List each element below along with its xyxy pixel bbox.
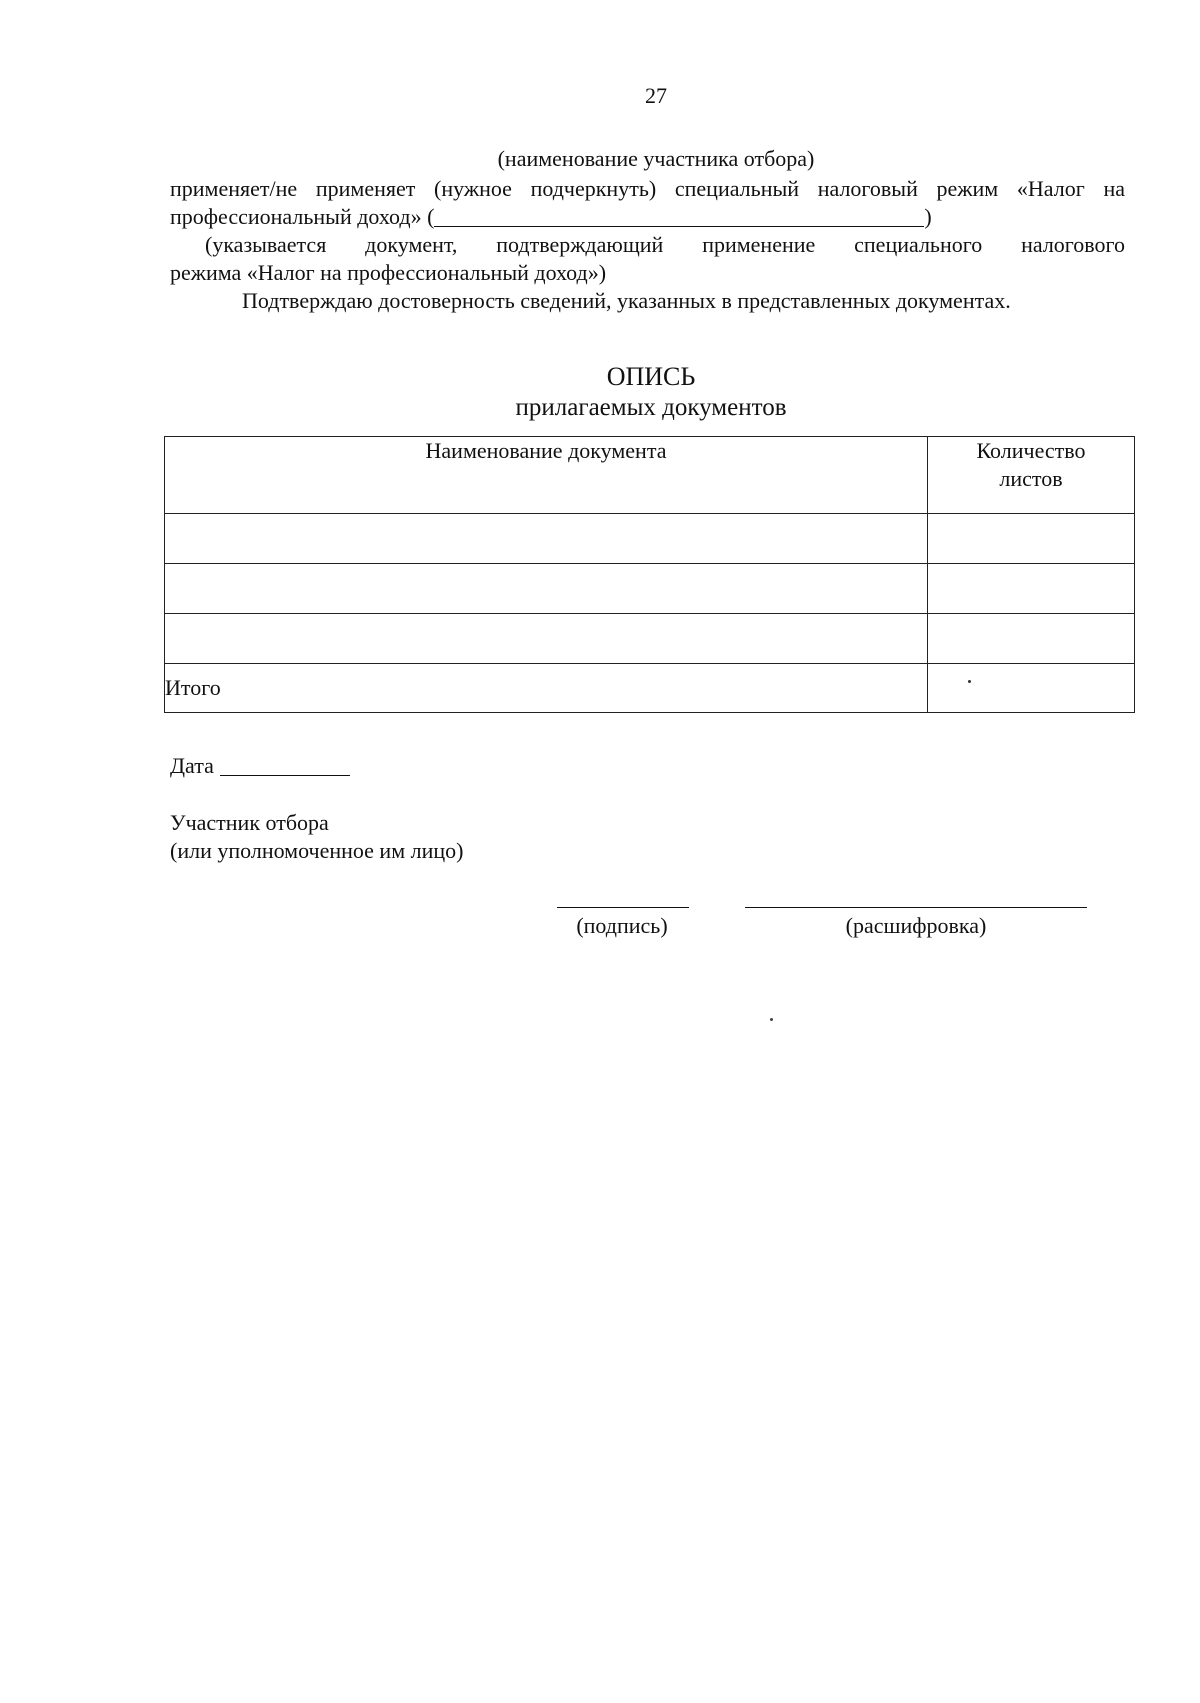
page-number: 27 — [645, 83, 667, 108]
header-document-name: Наименование документа — [165, 437, 928, 514]
document-note-line1: (указывается документ, подтверждающий применение специального налогового — [205, 232, 1125, 257]
scan-speck — [968, 680, 971, 683]
header-sheet-count-line2: листов — [999, 466, 1063, 491]
tax-regime-statement-line2 — [170, 203, 932, 231]
header-sheet-count-line1: Количество — [976, 438, 1086, 463]
total-label: Итого — [165, 664, 928, 713]
transcript-blank-line[interactable] — [745, 907, 1087, 908]
date-label: Дата — [170, 753, 214, 778]
table-row — [165, 564, 1135, 614]
date-blank-field[interactable] — [220, 755, 350, 776]
transcript-caption: (расшифровка) — [845, 913, 987, 938]
header-sheet-count — [928, 437, 1135, 514]
signature-blank-line[interactable] — [557, 907, 689, 908]
tax-regime-statement-suffix: ) — [924, 204, 932, 229]
document-name-cell[interactable] — [165, 514, 928, 564]
scan-speck — [770, 1018, 773, 1021]
tax-regime-statement-line1: применяет/не применяет (нужное подчеркнуть) специальный налоговый режим «Налог на — [170, 176, 1125, 201]
sheet-count-cell[interactable] — [928, 514, 1135, 564]
participant-name-caption: (наименование участника отбора) — [497, 146, 815, 171]
documents-table — [164, 436, 1135, 713]
participant-label: Участник отбора — [170, 810, 329, 835]
table-header-row — [165, 437, 1135, 514]
table-row — [165, 614, 1135, 664]
inventory-subtitle: прилагаемых документов — [515, 394, 787, 421]
inventory-title: ОПИСЬ — [606, 362, 696, 391]
participant-sublabel: (или уполномоченное им лицо) — [170, 838, 464, 863]
sheet-count-cell[interactable] — [928, 614, 1135, 664]
tax-document-blank-field[interactable] — [434, 206, 924, 227]
document-name-cell[interactable] — [165, 614, 928, 664]
date-row — [170, 752, 350, 780]
signature-caption: (подпись) — [576, 913, 668, 938]
confirmation-statement: Подтверждаю достоверность сведений, указанных в представленных документах. — [242, 288, 1011, 313]
sheet-count-cell[interactable] — [928, 564, 1135, 614]
table-total-row — [165, 664, 1135, 713]
document-note-line2: режима «Налог на профессиональный доход») — [170, 260, 607, 285]
tax-regime-statement-prefix: профессиональный доход» ( — [170, 204, 435, 229]
document-name-cell[interactable] — [165, 564, 928, 614]
table-row — [165, 514, 1135, 564]
total-sheet-count-cell[interactable] — [928, 664, 1135, 713]
